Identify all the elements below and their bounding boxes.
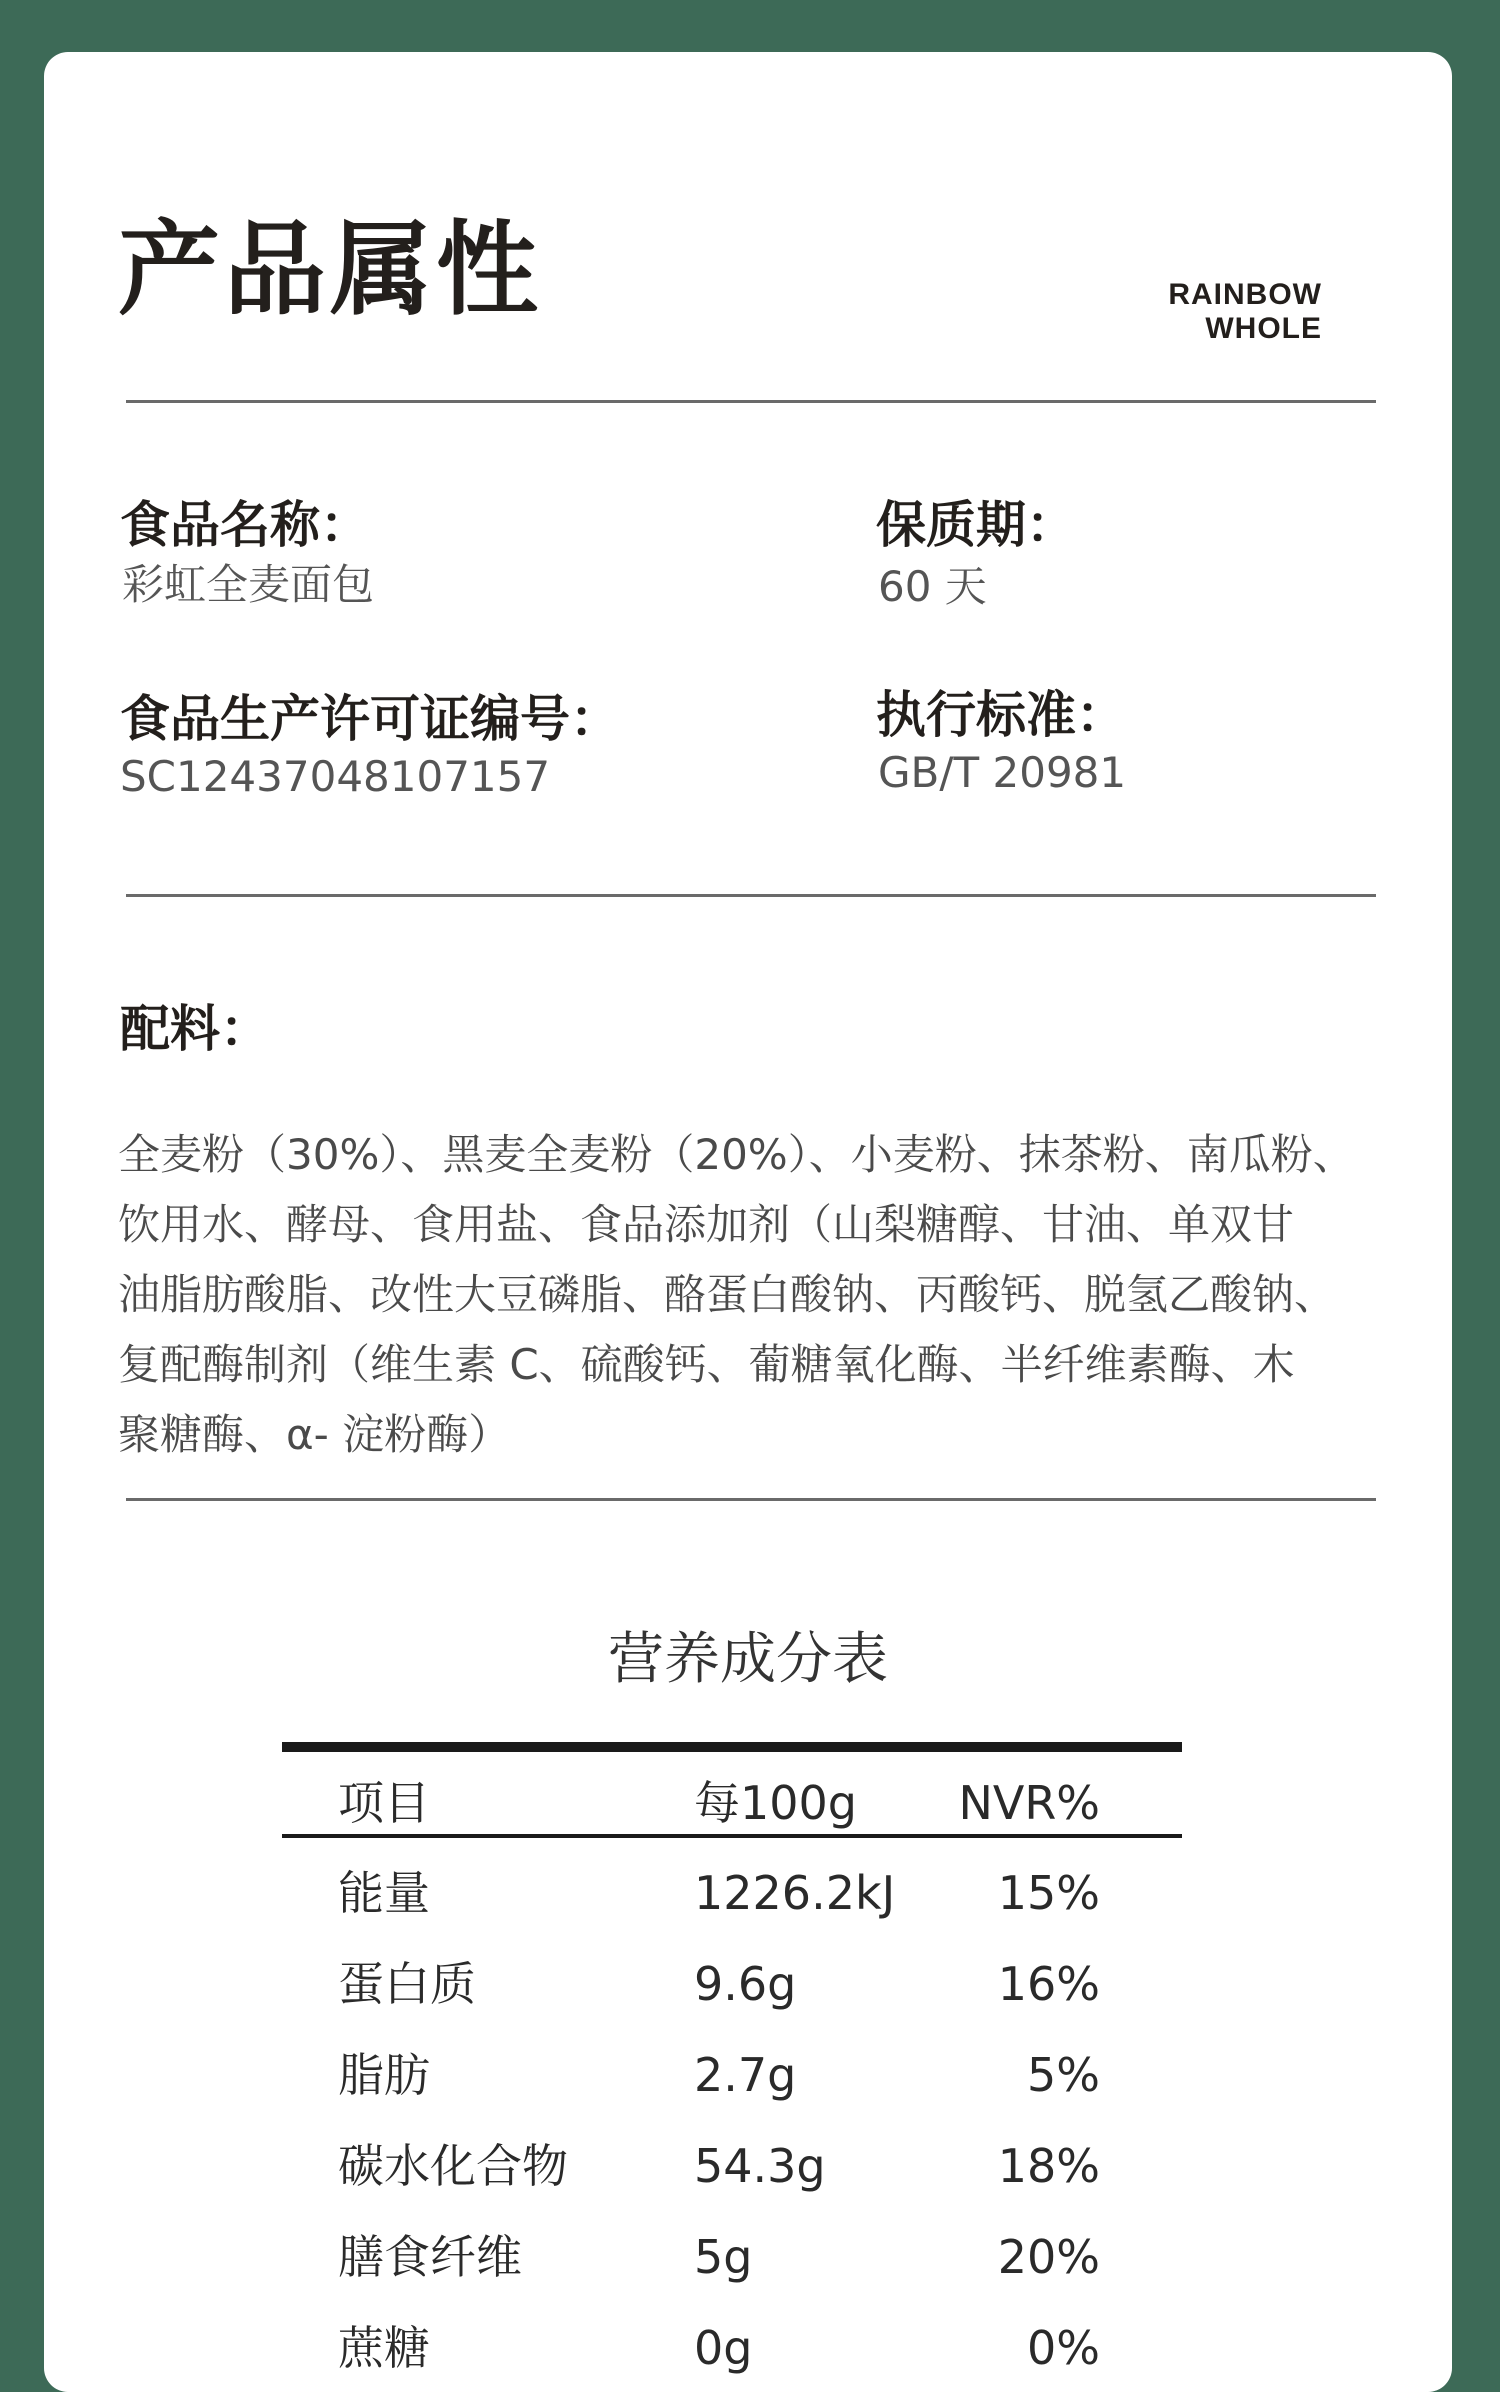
- row-per100g: 2.7g: [694, 2048, 797, 2102]
- header-nvr: NVR%: [958, 1776, 1100, 1830]
- ingredients-text: [118, 1120, 1468, 1470]
- license-label: 食品生产许可证编号：: [120, 690, 620, 748]
- row-item: 蛋白质: [338, 1957, 476, 2011]
- product-info-card: [44, 52, 1452, 2392]
- ingredients-line: 复配酶制剂（维生素 C、硫酸钙、葡糖氧化酶、半纤维素酶、木: [118, 1340, 1295, 1389]
- shelf-life-value: 60 天: [878, 562, 987, 611]
- standard-value: GB/T 20981: [878, 748, 1127, 797]
- row-nvr: 15%: [997, 1866, 1100, 1920]
- row-nvr: 20%: [997, 2230, 1100, 2284]
- row-nvr: 16%: [997, 1957, 1100, 2011]
- food-name-label: 食品名称：: [120, 496, 370, 554]
- row-nvr: 0%: [1027, 2321, 1100, 2375]
- row-item: 能量: [338, 1866, 430, 1920]
- row-nvr: 5%: [1027, 2048, 1100, 2102]
- row-item: 脂肪: [338, 2048, 430, 2102]
- ingredients-line: 聚糖酶、α- 淀粉酶）: [118, 1410, 511, 1459]
- nutrition-title: 营养成分表: [608, 1627, 888, 1692]
- nutrition-table-top-border: [282, 1742, 1182, 1752]
- row-per100g: 9.6g: [694, 1957, 797, 2011]
- row-per100g: 0g: [694, 2321, 753, 2375]
- food-name-value: 彩虹全麦面包: [122, 560, 375, 609]
- ingredients-line: 全麦粉（30%）、黑麦全麦粉（20%）、小麦粉、抹茶粉、南瓜粉、: [118, 1130, 1355, 1179]
- row-item: 膳食纤维: [338, 2230, 522, 2284]
- divider-bottom: [126, 1498, 1376, 1501]
- nutrition-header-divider: [282, 1834, 1182, 1838]
- ingredients-line: 油脂肪酸脂、改性大豆磷脂、酪蛋白酸钠、丙酸钙、脱氢乙酸钠、: [118, 1270, 1337, 1319]
- header-per100g: 每100g: [694, 1776, 857, 1830]
- row-item: 蔗糖: [338, 2321, 430, 2375]
- brand-line-2: WHOLE: [1205, 312, 1322, 345]
- row-per100g: 54.3g: [694, 2139, 826, 2193]
- standard-label: 执行标准：: [876, 686, 1126, 744]
- shelf-life-label: 保质期：: [876, 496, 1076, 554]
- brand-line-1: RAINBOW: [1168, 278, 1322, 311]
- ingredients-line: 饮用水、酵母、食用盐、食品添加剂（山梨糖醇、甘油、单双甘: [118, 1200, 1295, 1249]
- header-item: 项目: [338, 1776, 430, 1830]
- divider-middle: [126, 894, 1376, 897]
- row-item: 碳水化合物: [338, 2139, 568, 2193]
- ingredients-label: 配料：: [120, 1000, 270, 1058]
- license-value: SC12437048107157: [120, 752, 551, 801]
- row-per100g: 5g: [694, 2230, 753, 2284]
- divider-top: [126, 400, 1376, 403]
- brand-logo-text: [1168, 278, 1322, 346]
- row-nvr: 18%: [997, 2139, 1100, 2193]
- row-per100g: 1226.2kJ: [694, 1866, 896, 1920]
- page-title: 产品属性: [118, 211, 542, 330]
